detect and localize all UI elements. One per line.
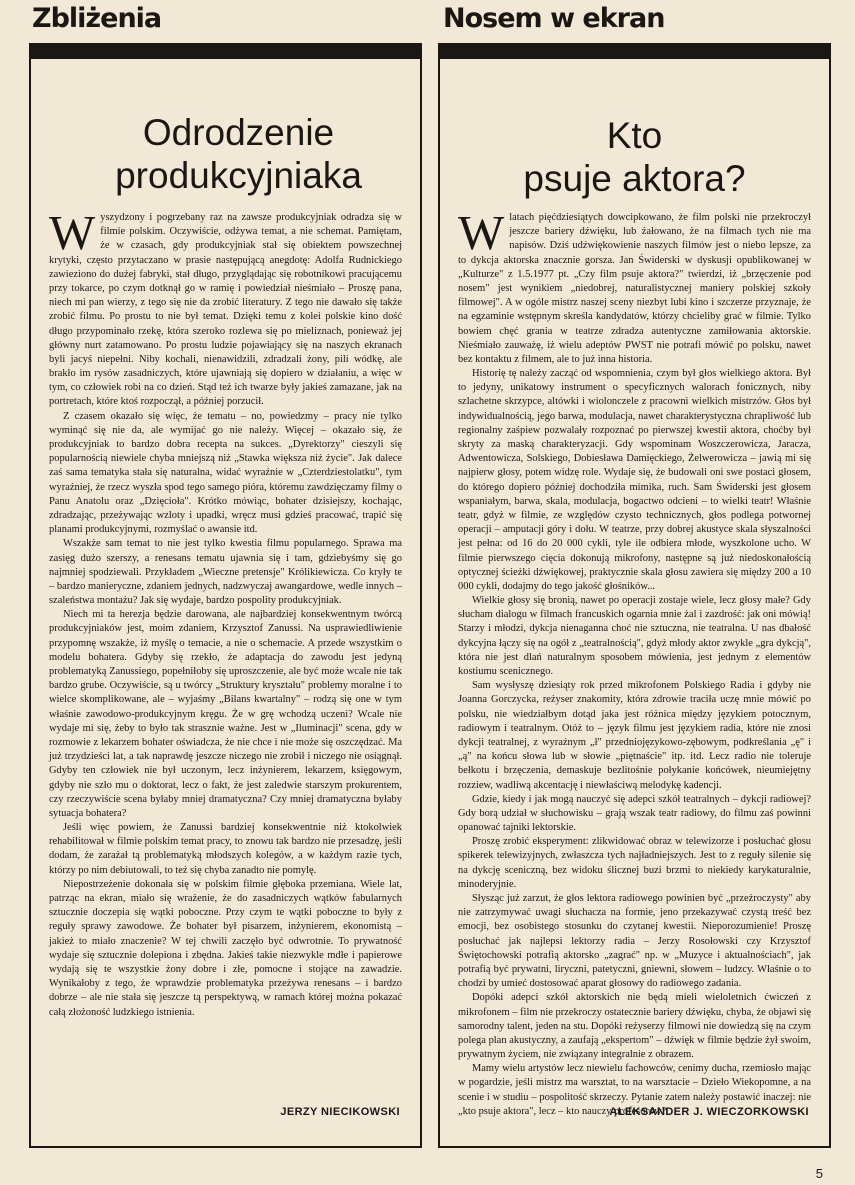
title-line-1: Kto [606,115,663,156]
section-heading-zblizenia: Zbliżenia [32,3,162,34]
article-body [458,205,811,1119]
article-left [29,43,422,1148]
paragraph: Wszakże sam temat to nie jest tylko kwestia filmu popularnego. Sprawa ma zasięg dużo szerszy, a renesans tematu ujawnia się i tam, gdziebyśmy się go najmniej spodziewali. Przykładem „Wieczne pretensje" Królikiewicza. Co kryły te – bardzo manieryczne, zdaniem jednych, nadzwyczaj awangardowe, wedle innych – szaleństwa montażu? Jak się wydaje, bardzo pospolity produkcyjniak. [49,538,402,607]
paragraph: Sam wysłyszę dziesiąty rok przed mikrofonem Polskiego Radia i gdyby nie Joanna Gorczycka, reżyser znakomity, która zdrowie traciła uczę mnie mówić po polsku, nie wiedziałbym dotąd jaka jest różnica między językiem potocznym, radiowym i teatralnym. Otóż to – język filmu jest językiem radia, które nie znosi dykcji teatralnej, z wyraźnym „ł" przedniojęzykowo-zębowym, podkreślania „ę" i „ą" na końcu słowa lub w słowie „piętnaście" itp. itd. Lecz radio nie toleruje bełkotu i brzęczenia, demaskuje bezlitośnie połykanie końcówek, nieumiejętny rozziew, wadliwą akcentację i niewłaściwą melodykę kadencji. [458,680,811,791]
paragraph [458,205,811,367]
article-title [440,59,829,200]
paragraph [49,205,402,410]
drop-cap: W [49,205,96,260]
paragraph-text: latach pięćdziesiątych dowcipkowano, że film polski nie przekroczył jeszcze bariery dźwięku, lub żałowano, że na filmach tych nie ma napisów. Dziś udźwiękowienie naszych filmów jest o niebo lepsze, za to dykcja aktorska znacznie gorsza. Jan Świderski w dyskusji opublikowanej w „Kulturze" z 1.5.1977 pt. „Czy film psuje aktora?" twierdzi, iż „brzęczenie pod nosem" jest wynikiem „niedobrej, naturalistycznej maniery polskiej szkoły filmowej". A w ogóle mistrz naszej sceny niezbyt lubi kino i szczerze przyznaje, że na egzaminie wstępnym skreśla kandydatów, którzy chcieliby grać w filmie. Tylko bowiem chęć grania w teatrze zdradza autentyczne zamiłowania aktorskie. Nieśmiało zauważę, iż wielu adeptów PWST nie potrafi mówić po polsku, nawet bez kontaktu z filmem, ale to już inna historia. [458,212,811,365]
paragraph: Mamy wielu artystów lecz niewielu fachowców, cenimy ducha, rzemiosło mając w pogardzie, jeśli mistrz ma warsztat, to na warsztacie – Dzieło Wiekopomne, a na scenie i w studiu – pospolitość skrzeczy. Pytanie zatem należy postawić inaczej: nie „kto psuje aktora", lecz – kto nauczy profesorów? [458,1063,811,1117]
paragraph: Z czasem okazało się więc, że tematu – no, powiedzmy – pracy nie tylko wyminąć się nie da, ale wymijać go nie należy. Więcej – okazało się, że produkcyjniak to bardzo dobra recepta na sukces. „Dyrektorzy" cieszyli się popularnością niewiele chyba mniejszą niż „Stawka większa niż życie". Jak dalece zaś sama tematyka stała się naturalna, widać wyraźnie w „Czterdziestolatku", tym wyraźniej, że rzecz wyszła spod tego samego pióra, któremu zawdzięczamy filmy o Panu Anatolu oraz „Dzięcioła". Krótko mówiąc, bohater dzisiejszy, kochając, zdradzając, przeżywając wzloty i upadki, wręcz musi gdzieś pracować, trapić się planami produkcyjnymi, rozmyślać o awansie itd. [49,410,402,536]
paragraph: Niepostrzeżenie dokonała się w polskim filmie głęboka przemiana. Wiele lat, patrząc na ekran, miało się wrażenie, że do zasadniczych wątków fabularnych sztucznie doczepia się wątki poboczne. Przy czym te wątki poboczne to były z reguły sprawy zawodowe. Że bohater był pisarzem, inżynierem, ekonomistą – jakież to miało znaczenie? W tej chwili zaczęło być odwrotnie. To prywatność wydaje się sztucznie dolepiona i zbędna. Jakieś takie niezwykle mdłe i papierowe wydają się te wszystkie żony dobre i złe, pomocne i stojące na zawadzie. Wynikałoby z tego, że wprawdzie problematyka przeżywa renesans – i bardzo dobrze – ale nie stała się jeszcze tą perspektywą, w ramach której można pokazać całą złożoność ludzkiego istnienia. [49,878,402,1018]
paragraph: Niech mi ta herezja będzie darowana, ale najbardziej konsekwentnym twórcą produkcyjniaków jest, moim zdaniem, Krzysztof Zanussi. Na usprawiedliwienie przypomnę wszakże, iż myślę o temacie, a nie o schemacie. A przede wszystkim o modelu bohatera. Gdyby się rzekło, że adaptacja do zawodu jest jedyną problematyką Zanussiego, popełniłoby się uproszczenie, ale być może wcale nie tak bardzo grube. Oczywiście, są u twórcy „Struktury kryształu" problemy moralne i to wielce skomplikowane, ale – wyjaśmy „Bilans kwartalny" – rodzą się one w tym właśnie zawodowo-produkcyjnym kręgu. Że w grę wchodzą uczeni? Wcale nie wydaje mi się, żeby to było tak strasznie ważne. Jest w „Iluminacji" scena, gdy w rozmowie z lekarzem bohater oświadcza, że nie chce i nie może się oszczędzać. Ma już trzydzieści lat, a tak naprawdę jeszcze niczego nie zrobił i niczego nie osiągnął. Gdyby ten człowiek nie był uczonym, lecz inżynierem, lekarzem, księgowym, gdyby nie szło mu o doktorat, lecz o fakt, że jest zaledwie starszym prokurentem, czy rzeczywiście scena byłaby mniej dramatyczna? Czy mniej dramatyczna byłaby sytuacja bohatera? [49,609,402,819]
header-bar [29,43,422,59]
article-body [49,205,402,1020]
paragraph: Historię tę należy zacząć od wspomnienia, czym był głos wielkiego aktora. Był to jedyny, unikatowy instrument o specyficznych walorach fonicznych, niby szlachetne skrzypce, altówki i wiolonczele z pracowni wielkich mistrzów. Głos był indywidualnością, jego barwa, modulacja, nawet charakterystyczna chrapliwość lub regionalny zaśpiew pozwalały rozpoznać po pierwszej kwestii aktora, choćby był skryty za maską charakteryzacji. Gdy wspominam Woszczerowicza, Jaracza, Adwentowicza, Solskiego, Dobiesława Damięckiego, Żelwerowicza – jawią mi się najpierw głosy, potem widzę role. Wydaje się, że budowali oni swe postaci głosem, do którego dopiero później dochodziła mimika, ruch. Sam Świderski jest głosem wspaniałym, barwa, skala, modulacja, bogactwo odcieni – to wielki teatr! Właśnie teatr, gdyż w filmie, ze względów czysto technicznych, głos podlega potwornej operacji – amputacji góry i dołu. W teatrze, przy dobrej akustyce skala słyszalności jest pełna: od 16 do 20 000 cykli, tyle ile odbiera młode, wyszkolone ucho. W filmie pierwszego cięcia dokonują mikrofony, następne są już niedoskonałością optycznej ścieżki dźwiękowej, praktycznie skala głosu zawiera się między 200 a 10 000 cykli, dodajmy do tego jakość głośników... [458,368,811,592]
title-line-2: psuje aktora? [523,158,746,199]
header-bar [438,43,831,59]
title-line-1: Odrodzenie [142,112,335,153]
author-signature: ALEKSANDER J. WIECZORKOWSKI [609,1106,809,1118]
paragraph: Jeśli więc powiem, że Zanussi bardziej konsekwentnie niż ktokolwiek rehabilitował w filmie polskim temat pracy, to znowu tak bardzo nie przesadzę, jeśli dodam, że zarażał tą problematyką młodszych kolegów, a w każdym razie tych, którzy po nim debiutowali, to też się chyba zanadto nie pomylę. [49,822,402,876]
title-line-2: produkcyjniaka [115,155,362,196]
drop-cap: W [458,205,505,260]
paragraph: Proszę zrobić eksperyment: zlikwidować obraz w telewizorze i posłuchać głosu spikerek telewizyjnych, zwłaszcza tych najładniejszych. Jest to z reguły silenie się na dykcję sceniczną, bez widoku ślicznej buzi brzmi to niekiedy karykaturalnie, minoderyjnie. [458,836,811,890]
paragraph: Gdzie, kiedy i jak mogą nauczyć się adepci szkół teatralnych – dykcji radiowej? Gdy borą udział w słuchowisku – grają wszak teatr radiowy, do filmu zaś powinni opanować tajniki lektorskie. [458,793,811,834]
page-number: 5 [815,1166,823,1181]
paragraph: Dopóki adepci szkół aktorskich nie będą mieli wieloletnich ćwiczeń z mikrofonem – film nie przekroczy ostatecznie bariery dźwięku, chyba, że objawi się samorodny talent, jeden na stu. Dopóki reżyserzy filmowi nie dowiedzą się na czym polega plan akustyczny, a zaufają „ekspertom" – dźwięk w filmie będzie żył swoim, prywatnym życiem, nie związany integralnie z obrazem. [458,992,811,1061]
section-heading-nosem-w-ekran: Nosem w ekran [443,3,665,34]
paragraph: Słysząc już zarzut, że głos lektora radiowego powinien być „przeźroczysty" aby nie zatrzymywać uwagi słuchacza na formie, jeno przekazywać czystą treść bez emocji, bez osobistego stosunku do czytanej kwestii. Nieporozumienie! Proszę posłuchać jak najlepsi lektorzy radia – Jerzy Rosołowski czy Krzysztof Świętochowski potrafią aktorsko „zagrać" np. w „Muzyce i aktualnościach", jak potrafią być prywatni, liryczni, patetyczni, gniewni, słowem – ludzcy. Właśnie o to chodzi by umieć dostosować aparat głosowy do radiowego zadania. [458,893,811,990]
author-signature: JERZY NIECIKOWSKI [280,1106,400,1118]
paragraph: Wielkie głosy się bronią, nawet po operacji zostaje wiele, lecz głosy małe? Gdy słucham dialogu w filmach francuskich ogarnia mnie żal i zazdrość: jak oni mówią! Starzy i młodzi, dykcja nienaganna choć nie sztuczna, nie teatralna. U nas dbałość dykcyjna łączy się na ogół z „teatralnością", gdyż młody aktor zwykle „gra dykcją", która nie jest dlań naturalnym sposobem mówienia, jest jednym z elementów kostiumu scenicznego. [458,595,811,677]
article-title [31,59,420,197]
article-right [438,43,831,1148]
paragraph-text: yszydzony i pogrzebany raz na zawsze produkcyjniak odradza się w filmie polskim. Oczywiście, odżywa temat, a nie schemat. Pamiętam, że w czasach, gdy produkcyjniak stał się obiektem powszechnej krytyki, często przytaczano w prasie następującą anegdotę: Adolfa Rudnickiego zawieziono do dużej fabryki, stał długo, przyglądając się robotnikowi pracującemu przy tokarce, po czym dotknął go w ramię i powiedział nieśmiało – Proszę pana, niech mi pan wierzy, z tego się nie da zrobić literatury. Z tego nie dawało się także zrobić filmu. Po prostu to nie był temat. Dzięki temu z kolei polskie kino dość długo przypominało rzekę, która szeroko rozlewa się po mieliznach, ponieważ jej główny nurt zatamowano. Po prostu ludzie pojawiający się na naszych ekranach byli jacyś niepełni. Niby kochali, nienawidzili, zdradzali żony, pili wódkę, ale brakło im rysów zasadniczych, które ujawniają się dopiero w działaniu, a więc w tym, co człowiek robi na co dzień. Stąd też ich twarze były jakieś zamazane, jak na portretach, które ktoś rozpoczął, a później porzucił. [49,212,402,408]
